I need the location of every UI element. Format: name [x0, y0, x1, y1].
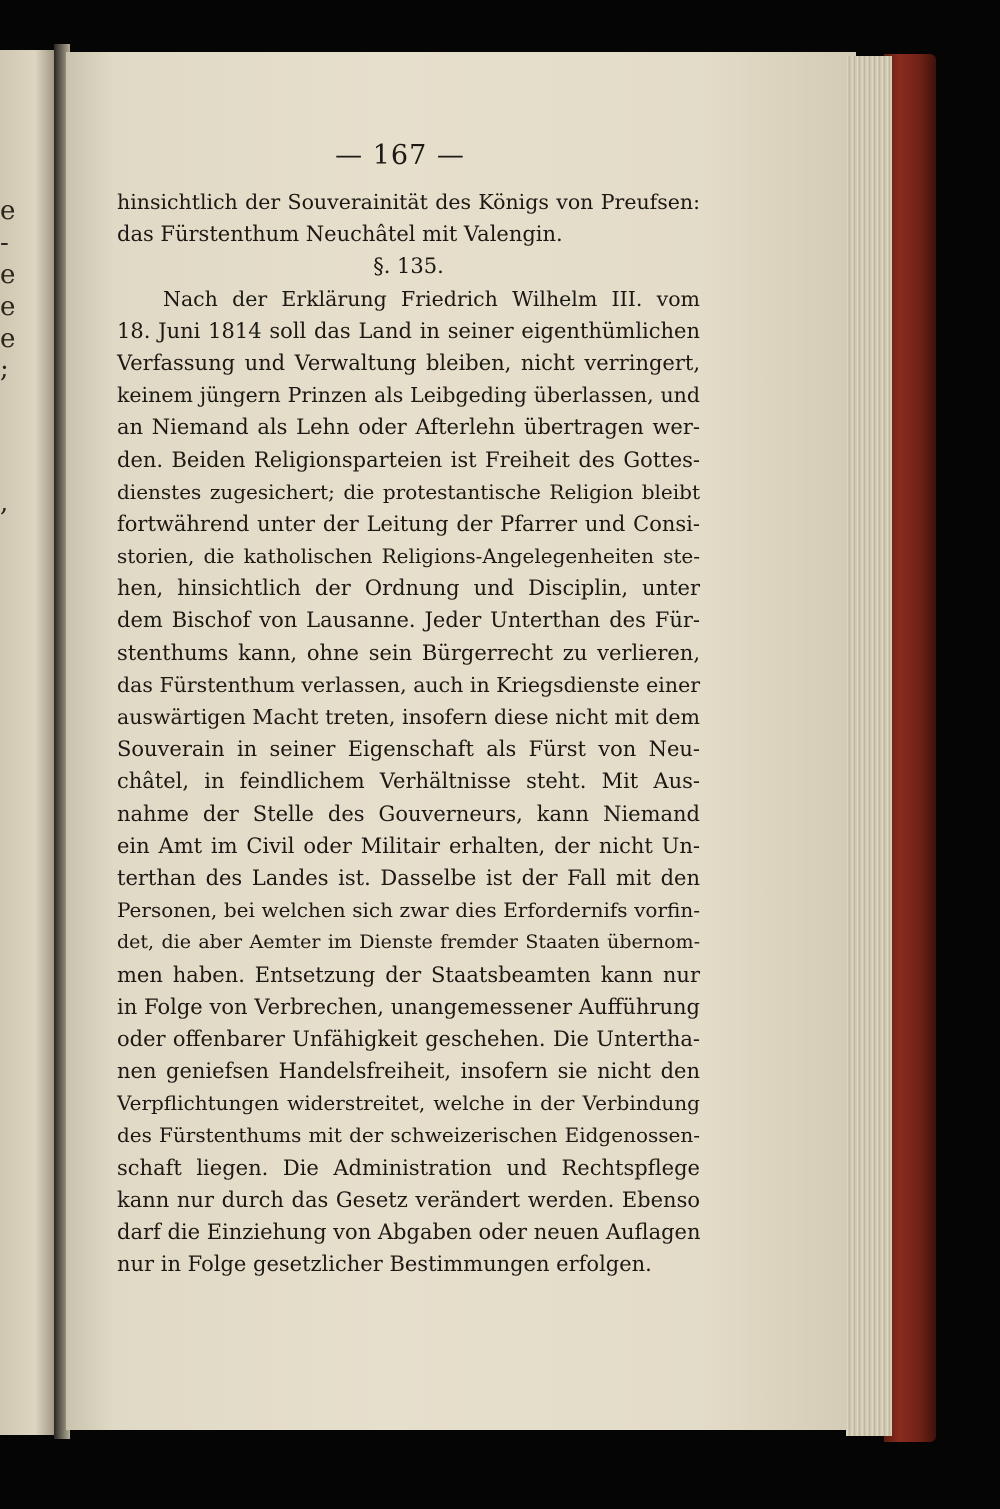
text-line: schaft liegen. Die Administration und Rechtspflege [117, 1155, 700, 1180]
left-page-fragment: e [0, 324, 16, 354]
text-line: dienstes zugesichert; die protestantische Religion bleibt [117, 479, 700, 504]
text-line: oder offenbarer Unfähigkeit geschehen. Die Untertha- [117, 1026, 700, 1051]
text-line: keinem jüngern Prinzen als Leibgeding überlassen, und [117, 383, 700, 408]
text-line: storien, die katholischen Religions-Angelegenheiten ste- [117, 544, 700, 569]
text-line: Verpflichtungen widerstreitet, welche in der Verbindung [117, 1091, 700, 1116]
text-line: Souverain in seiner Eigenschaft als Fürst von Neu- [117, 737, 700, 762]
text-line: kann nur durch das Gesetz verändert werden. Ebenso [117, 1187, 700, 1212]
section-heading: §. 135. [373, 254, 444, 279]
left-page-fragment: e [0, 260, 16, 290]
text-line: stenthums kann, ohne sein Bürgerrecht zu verlieren, [117, 640, 700, 665]
text-line: Verfassung und Verwaltung bleiben, nicht verringert, [117, 350, 700, 375]
text-line: auswärtigen Macht treten, insofern diese nicht mit dem [117, 705, 700, 729]
text-line: das Fürstenthum Neuchâtel mit Valengin. [117, 222, 563, 247]
text-line: terthan des Landes ist. Dasselbe ist der Fall mit den [117, 865, 700, 890]
text-line: hinsichtlich der Souverainität des Königs von Preufsen: [117, 190, 700, 214]
text-line: nahme der Stelle des Gouverneurs, kann Niemand [117, 801, 700, 826]
text-line: in Folge von Verbrechen, unangemessener Aufführung [117, 994, 700, 1019]
page-edges [846, 56, 892, 1436]
left-page-fragment: , [0, 488, 9, 518]
text-line: 18. Juni 1814 soll das Land in seiner eigenthümlichen [117, 318, 700, 343]
left-page-fragment: e [0, 196, 16, 226]
body-text [117, 186, 700, 1280]
left-page-fragment: - [0, 228, 9, 258]
text-line: darf die Einziehung von Abgaben oder neuen Auflagen [117, 1220, 701, 1244]
text-line: des Fürstenthums mit der schweizerischen Eidgenossen- [117, 1123, 700, 1148]
page-number [0, 140, 1000, 171]
text-line: Nach der Erklärung Friedrich Wilhelm III. vom [163, 286, 700, 311]
page-number-text: — 167 — [335, 140, 465, 171]
left-page-fragment: ; [0, 354, 9, 384]
text-line: Personen, bei welchen sich zwar dies Erfordernifs vorfin- [117, 898, 700, 923]
text-line: det, die aber Aemter im Dienste fremder Staaten übernom- [117, 931, 700, 954]
text-line: den. Beiden Religionsparteien ist Freiheit des Gottes- [117, 447, 700, 472]
text-line: dem Bischof von Lausanne. Jeder Unterthan des Für- [117, 608, 700, 633]
text-line: nen geniefsen Handelsfreiheit, insofern sie nicht den [117, 1059, 700, 1084]
text-line: an Niemand als Lehn oder Afterlehn übertragen wer- [117, 415, 700, 440]
text-line: nur in Folge gesetzlicher Bestimmungen erfolgen. [117, 1252, 652, 1277]
text-line: ein Amt im Civil oder Militair erhalten, der nicht Un- [117, 833, 700, 858]
text-line: fortwährend unter der Leitung der Pfarrer und Consi- [117, 511, 700, 536]
text-line: hen, hinsichtlich der Ordnung und Disciplin, unter [117, 576, 700, 601]
left-page-edge [0, 50, 58, 1435]
text-line: das Fürstenthum verlassen, auch in Kriegsdienste einer [117, 672, 700, 697]
text-line: châtel, in feindlichem Verhältnisse steht. Mit Aus- [117, 769, 700, 794]
left-page-fragment: e [0, 292, 16, 322]
text-line: men haben. Entsetzung der Staatsbeamten kann nur [117, 962, 700, 987]
